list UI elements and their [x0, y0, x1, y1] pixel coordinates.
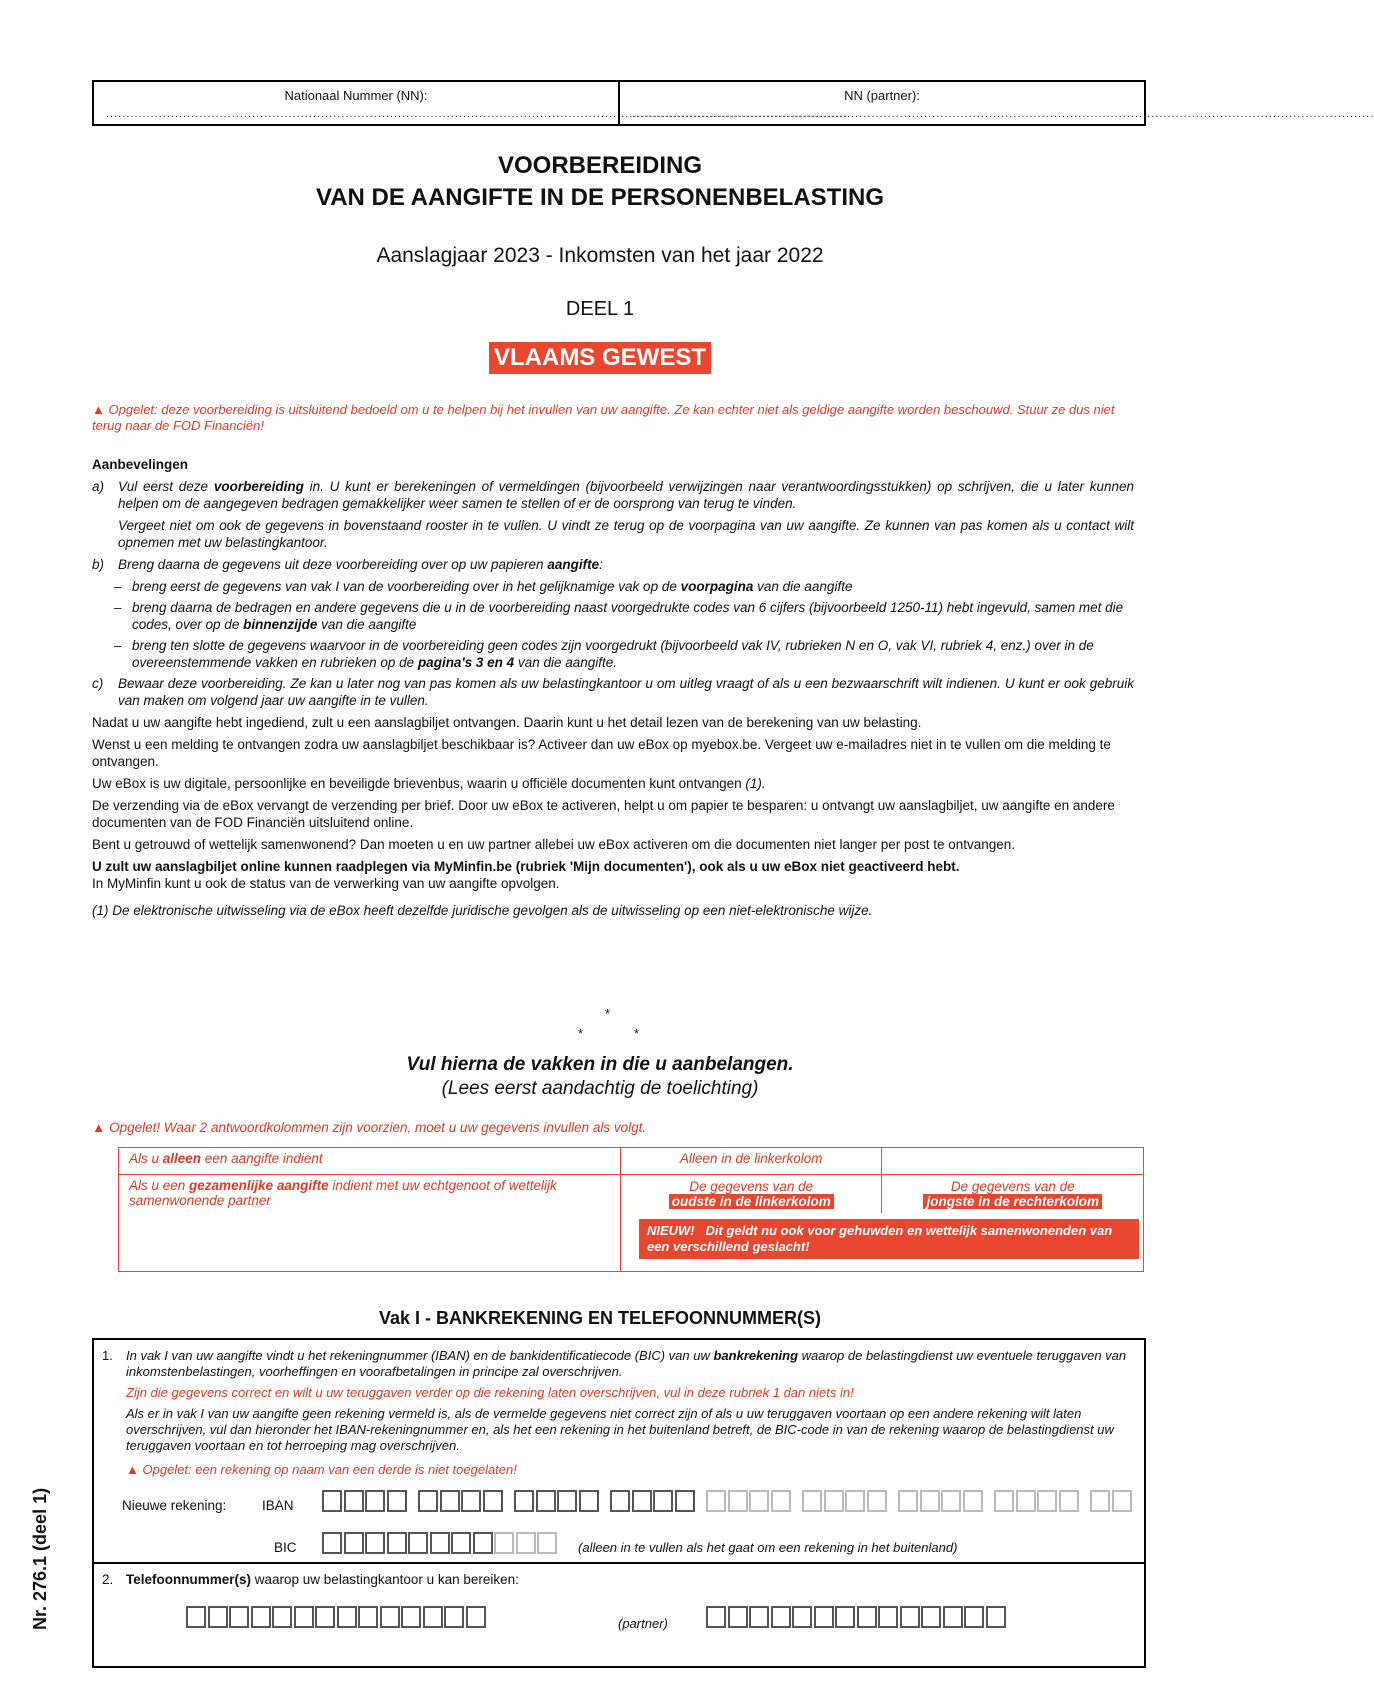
char-box[interactable]: [461, 1490, 481, 1512]
cell-single-right: [882, 1148, 1144, 1175]
char-box[interactable]: [814, 1606, 834, 1628]
char-box[interactable]: [315, 1606, 335, 1628]
rec-b2-post: van die aangifte: [317, 617, 417, 632]
dash-mark: –: [114, 638, 122, 653]
char-box[interactable]: [749, 1606, 769, 1628]
char-box[interactable]: [440, 1490, 460, 1512]
char-box[interactable]: [430, 1532, 450, 1554]
form-number: Nr. 276.1 (deel 1): [30, 1487, 50, 1630]
footnote: (1) De elektronische uitwisseling via de eBox heeft dezelfde juridische gevolgen als de uitwisseling op een niet-elektronische wijze.: [92, 903, 873, 918]
vak1-divider: [94, 1562, 1144, 1564]
para-6: [92, 858, 1134, 892]
cell-joint-columns: [620, 1175, 1143, 1272]
table-row: [119, 1175, 1144, 1272]
star-left: *: [578, 1026, 584, 1041]
new-notice-text: Dit geldt nu ook voor gehuwden en wettelijk samenwonenden van een verschillend geslacht!: [646, 1223, 1113, 1254]
cell-joint-left-line1: De gegevens van de: [689, 1179, 814, 1194]
cell-joint-left-hl: oudste in de linkerkolom: [669, 1194, 834, 1209]
rec-b2-bold: binnenzijde: [243, 617, 318, 632]
columns-table: [118, 1147, 1144, 1272]
char-box-group: [994, 1490, 1080, 1512]
rec-c: [92, 675, 1134, 709]
char-box[interactable]: [483, 1490, 503, 1512]
vak1-t1-bold: bankrekening: [713, 1348, 799, 1363]
char-box[interactable]: [963, 1490, 983, 1512]
phone-label-bold: Telefoonnummer(s): [126, 1572, 252, 1587]
char-box-group: [514, 1490, 600, 1512]
star-right: *: [634, 1026, 640, 1041]
char-box[interactable]: [365, 1490, 385, 1512]
char-box[interactable]: [941, 1490, 961, 1512]
char-box[interactable]: [401, 1606, 421, 1628]
para-1: Nadat u uw aangifte hebt ingediend, zult u een aanslagbiljet ontvangen. Daarin kunt u het detail lezen van de berekening van uw belasting.: [92, 715, 922, 730]
partner-label: (partner): [618, 1616, 668, 1631]
para-2: Wenst u een melding te ontvangen zodra uw aanslagbiljet beschikbaar is? Activeer dan uw eBox op myebox.be. Vergeet uw e-mailadres niet in te vullen om die melding te ontvangen.: [92, 737, 1111, 769]
char-box[interactable]: [857, 1606, 877, 1628]
fill-subheading: (Lees eerst aandachtig de toelichting): [441, 1078, 759, 1099]
char-box[interactable]: [516, 1532, 536, 1554]
warning-columns-text: Opgelet! Waar 2 antwoordkolommen zijn voorzien, moet u uw gegevens invullen als volgt.: [109, 1120, 647, 1135]
cell-joint-post: indient met uw echtgenoot of wettelijk samenwonende partner: [129, 1178, 557, 1208]
title-line2: VAN DE AANGIFTE IN DE PERSONENBELASTING: [315, 184, 885, 211]
char-box-group: [802, 1490, 888, 1512]
char-box-group: [898, 1490, 984, 1512]
vak1-title: Vak I - BANKREKENING EN TELEFOONNUMMER(S): [378, 1308, 822, 1328]
char-box[interactable]: [921, 1606, 941, 1628]
vak1-box: [92, 1338, 1146, 1668]
char-box[interactable]: [792, 1606, 812, 1628]
char-box[interactable]: [322, 1490, 342, 1512]
char-box[interactable]: [824, 1490, 844, 1512]
title-line1: VOORBEREIDING: [497, 152, 703, 179]
rec-b3: [92, 637, 1134, 671]
char-box[interactable]: [418, 1490, 438, 1512]
para-3: [92, 775, 1134, 792]
para-4: De verzending via de eBox vervangt de verzending per brief. Door uw eBox te activeren, helpt u om papier te besparen: u ontvangt uw aanslagbiljet, uw aangifte en andere documenten van de FOD Financiën uitsluitend online.: [92, 798, 1115, 830]
bic-input[interactable]: [322, 1532, 569, 1554]
char-box[interactable]: [408, 1532, 428, 1554]
rec-b-post: :: [599, 557, 603, 572]
rec-b: [92, 556, 1134, 573]
para-3-text: Uw eBox is uw digitale, persoonlijke en beveiligde brievenbus, waarin u officiële documenten kunt ontvangen: [92, 776, 746, 791]
phone-label-text: waarop uw belastingkantoor u kan bereiken:: [251, 1572, 519, 1587]
vak1-n2: 2.: [102, 1572, 114, 1587]
table-row: [119, 1148, 1144, 1175]
rec-b-mark: b): [92, 557, 105, 572]
nn-partner-field[interactable]: [618, 82, 1374, 124]
vak1-t1-pre: In vak I van uw aangifte vindt u het rekeningnummer (IBAN) en de bankidentificatiecode (BIC) van uw: [126, 1348, 714, 1363]
char-box[interactable]: [322, 1532, 342, 1554]
char-box-group: [1090, 1490, 1133, 1512]
vak1-section1: [126, 1348, 1134, 1478]
char-box[interactable]: [653, 1490, 673, 1512]
char-box[interactable]: [1112, 1490, 1132, 1512]
char-box[interactable]: [186, 1606, 206, 1628]
char-box[interactable]: [867, 1490, 887, 1512]
char-box[interactable]: [749, 1490, 769, 1512]
char-box-group: [322, 1532, 559, 1554]
char-box[interactable]: [251, 1606, 271, 1628]
recommendations-heading: Aanbevelingen: [92, 457, 189, 472]
char-box[interactable]: [964, 1606, 984, 1628]
para-6-text: In MyMinfin kunt u ook de status van de verwerking van uw aangifte opvolgen.: [92, 876, 560, 891]
vak1-warning-text: Opgelet: een rekening op naam van een derde is niet toegelaten!: [142, 1462, 517, 1477]
rec-c-mark: c): [92, 676, 104, 691]
vak1-t1: [126, 1348, 1134, 1380]
cell-single-bold: alleen: [162, 1151, 202, 1166]
recommendations: [92, 456, 1134, 924]
char-box[interactable]: [986, 1606, 1006, 1628]
rec-b3-pre: breng ten slotte de gegevens waarvoor in de voorbereiding geen codes zijn voorgedrukt (bijvoorbeeld vak IV, rubrieken N en O, vak VI, rubriek 4, enz.) over in de overeenstemmende vakken en rubrieken op de: [132, 638, 1094, 670]
phone-partner-input[interactable]: [706, 1606, 1017, 1628]
national-number-box: [92, 80, 1374, 126]
cell-joint-label: [119, 1175, 621, 1272]
cell-joint-pre: Als u een: [129, 1178, 190, 1193]
char-box[interactable]: [537, 1532, 557, 1554]
char-box[interactable]: [1059, 1490, 1079, 1512]
para-3-ref: (1).: [745, 776, 766, 791]
char-box[interactable]: [943, 1606, 963, 1628]
char-box[interactable]: [898, 1490, 918, 1512]
char-box[interactable]: [473, 1532, 493, 1554]
phone-input[interactable]: [186, 1606, 497, 1628]
vak1-t1-post: waarop de belastingdienst uw eventuele teruggaven van inkomstenbelastingen, voorheffingen en voorafbetalingen in principe zal overschrijven.: [126, 1348, 1127, 1379]
rec-b2-pre: breng daarna de bedragen en andere gegevens die u in de voorbereiding naast voorgedrukte codes van 6 cijfers (bijvoorbeeld 1250-11) hebt ingevuld, samen met die codes, over op de: [132, 600, 1124, 632]
char-box[interactable]: [706, 1606, 726, 1628]
char-box[interactable]: [208, 1606, 228, 1628]
dash-mark: –: [114, 600, 122, 615]
char-box[interactable]: [1090, 1490, 1110, 1512]
char-box[interactable]: [536, 1490, 556, 1512]
rec-a: [92, 478, 1134, 512]
bic-note: (alleen in te vullen als het gaat om een rekening in het buitenland): [578, 1540, 958, 1555]
char-box[interactable]: [358, 1606, 378, 1628]
char-box[interactable]: [728, 1490, 748, 1512]
star-top: *: [605, 1006, 611, 1021]
rec-a-pre: Vul eerst deze: [118, 479, 214, 494]
warning-columns: [92, 1120, 646, 1135]
vak1-t1-more: Als er in vak I van uw aangifte geen rekening vermeld is, als de vermelde gegevens niet correct zijn of als u uw teruggaven voortaan op een andere rekening wilt laten overschrijven, vul dan hieronder het IBAN-rekeningnummer en, als het een rekening in het buitenland betreft, de BIC-code in van de rekening waarop de belastingdienst uw teruggaven voortaan en tot herroeping mag overschrijven.: [126, 1406, 1114, 1453]
cell-joint-right-line1: De gegevens van de: [950, 1179, 1075, 1194]
rec-c-text: Bewaar deze voorbereiding. Ze kan u later nog van pas komen als uw belastingkantoor u om uitleg vraagt of als u een bezwaarschrift wilt indienen. U kunt er ook gebruik van maken om volgend jaar uw aangifte in te vullen.: [118, 676, 1134, 708]
char-box[interactable]: [675, 1490, 695, 1512]
rec-b-bold: aangifte: [547, 557, 600, 572]
char-box-group: [706, 1490, 792, 1512]
bic-label: BIC: [274, 1540, 297, 1555]
new-account-label: Nieuwe rekening:: [122, 1498, 227, 1513]
char-box[interactable]: [610, 1490, 630, 1512]
char-box-group: [418, 1490, 504, 1512]
para-6-bold: U zult uw aanslagbiljet online kunnen raadplegen via MyMinfin.be (rubriek 'Mijn documenten'), ook als u uw eBox niet geactiveerd hebt.: [92, 859, 960, 874]
char-box-group: [610, 1490, 696, 1512]
char-box[interactable]: [632, 1490, 652, 1512]
cell-single-post: een aangifte indient: [201, 1151, 323, 1166]
rec-b3-bold: pagina's 3 en 4: [417, 655, 515, 670]
cell-single-label: [119, 1148, 621, 1175]
char-box-group: [706, 1606, 1007, 1628]
char-box[interactable]: [514, 1490, 534, 1512]
char-box[interactable]: [878, 1606, 898, 1628]
char-box[interactable]: [337, 1606, 357, 1628]
warning-icon: ▲: [92, 1120, 106, 1135]
nn-field[interactable]: [94, 82, 849, 124]
cell-joint-right-hl: jongste in de rechterkolom: [923, 1194, 1102, 1209]
rec-a-sub: Vergeet niet om ook de gegevens in bovenstaand rooster in te vullen. U vindt ze terug op de voorpagina van uw aangifte. Ze kunnen van pas komen als u contact wilt opnemen met uw belastingkantoor.: [118, 518, 1134, 550]
char-box[interactable]: [1016, 1490, 1036, 1512]
cell-single-left: Alleen in de linkerkolom: [620, 1148, 882, 1175]
rec-b1-bold: voorpagina: [680, 579, 754, 594]
assessment-year: Aanslagjaar 2023 - Inkomsten van het jaar 2022: [376, 244, 824, 267]
char-box[interactable]: [451, 1532, 471, 1554]
rec-a-post: in. U kunt er berekeningen of vermeldingen (bijvoorbeeld verwijzingen naar verantwoordingsstukken) op schrijven, die u later kunnen helpen om de aangegeven bedragen gemakkelijker weer samen te stellen of er de oorsprong van terug te vinden.: [118, 479, 1134, 511]
char-box[interactable]: [344, 1532, 364, 1554]
vak1-t1-red: Zijn die gegevens correct en wilt u uw teruggaven verder op die rekening laten overschrijven, vul in deze rubriek 1 dan niets in!: [126, 1385, 854, 1400]
vak1-n1: 1.: [102, 1348, 113, 1363]
rec-b3-post: van die aangifte.: [514, 655, 618, 670]
fill-heading: Vul hierna de vakken in die u aanbelangen.: [406, 1054, 794, 1075]
nn-dots: .......................................................................................................................................................................................: [106, 108, 849, 120]
rec-b1-post: van die aangifte: [753, 579, 853, 594]
para-5: Bent u getrouwd of wettelijk samenwonend? Dan moeten u en uw partner allebei uw eBox activeren om die documenten niet langer per post te ontvangen.: [92, 837, 1016, 852]
char-box[interactable]: [229, 1606, 249, 1628]
char-box[interactable]: [771, 1490, 791, 1512]
char-box[interactable]: [557, 1490, 577, 1512]
char-box[interactable]: [771, 1606, 791, 1628]
warning-top-text: Opgelet: deze voorbereiding is uitsluitend bedoeld om u te helpen bij het invullen van uw aangifte. Ze kan echter niet als geldige aangifte worden beschouwd. Stuur ze dus niet terug naar de FOD Financiën!: [92, 402, 1115, 433]
char-box[interactable]: [344, 1490, 364, 1512]
char-box[interactable]: [900, 1606, 920, 1628]
warning-top: [92, 402, 1136, 434]
char-box[interactable]: [835, 1606, 855, 1628]
new-notice: [639, 1219, 1139, 1259]
char-box[interactable]: [579, 1490, 599, 1512]
char-box[interactable]: [920, 1490, 940, 1512]
rec-a-mark: a): [92, 479, 105, 494]
char-box[interactable]: [728, 1606, 748, 1628]
rec-b-pre: Breng daarna de gegevens uit deze voorbereiding over op uw papieren: [118, 557, 548, 572]
nn-partner-label: NN (partner):: [844, 88, 920, 103]
char-box[interactable]: [845, 1490, 865, 1512]
char-box[interactable]: [423, 1606, 443, 1628]
iban-label: IBAN: [262, 1498, 294, 1513]
char-box-group: [322, 1490, 408, 1512]
vak1-warning: [126, 1462, 1134, 1478]
region-banner: [0, 342, 1200, 374]
char-box[interactable]: [387, 1532, 407, 1554]
char-box[interactable]: [380, 1606, 400, 1628]
new-notice-label: NIEUW!: [646, 1223, 695, 1238]
region-badge: VLAAMS GEWEST: [489, 342, 711, 374]
char-box[interactable]: [272, 1606, 292, 1628]
rec-b2: [92, 599, 1134, 633]
rec-b1-pre: breng eerst de gegevens van vak I van de voorbereiding over in het gelijknamige vak op de: [132, 579, 681, 594]
warning-icon: ▲: [126, 1462, 139, 1477]
char-box[interactable]: [1037, 1490, 1057, 1512]
char-box[interactable]: [444, 1606, 464, 1628]
nn-label: Nationaal Nummer (NN):: [284, 88, 428, 103]
warning-icon: ▲: [92, 402, 105, 417]
char-box[interactable]: [466, 1606, 486, 1628]
dash-mark: –: [114, 579, 122, 594]
char-box[interactable]: [706, 1490, 726, 1512]
page-title: [0, 150, 1200, 214]
part-label: DEEL 1: [565, 298, 635, 320]
char-box[interactable]: [494, 1532, 514, 1554]
iban-input[interactable]: [322, 1490, 1143, 1512]
cell-joint-bold: gezamenlijke aangifte: [189, 1178, 329, 1193]
rec-b1: [92, 578, 1134, 595]
cell-single-pre: Als u: [129, 1151, 163, 1166]
char-box[interactable]: [387, 1490, 407, 1512]
cell-joint-right: [882, 1175, 1143, 1213]
char-box[interactable]: [994, 1490, 1014, 1512]
cell-joint-left: [621, 1175, 883, 1213]
rec-a-bold: voorbereiding: [213, 479, 304, 494]
char-box[interactable]: [802, 1490, 822, 1512]
nn-partner-dots: .......................................................................................................................................................................................: [632, 108, 1374, 120]
char-box-group: [186, 1606, 487, 1628]
phone-label: [126, 1572, 519, 1587]
char-box[interactable]: [365, 1532, 385, 1554]
char-box[interactable]: [294, 1606, 314, 1628]
